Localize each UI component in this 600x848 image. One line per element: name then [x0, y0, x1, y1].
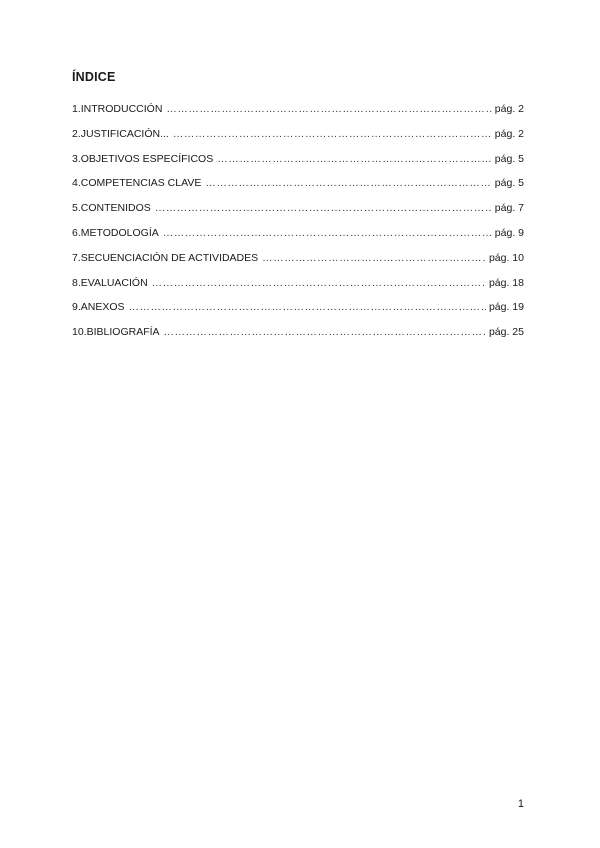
dot-leader — [164, 326, 486, 338]
dot-leader — [262, 252, 486, 264]
toc-entry-label: 7.SECUENCIACIÓN DE ACTIVIDADES — [72, 251, 259, 264]
toc-entry-metodologia — [72, 227, 524, 252]
dot-leader — [163, 227, 492, 239]
toc-entry-page: pág. 10 — [488, 251, 524, 264]
toc-list — [72, 103, 524, 351]
dot-leader — [173, 128, 492, 140]
toc-entry-label: 2.JUSTIFICACIÓN... — [72, 127, 169, 140]
dot-leader — [155, 202, 492, 214]
toc-entry-label: 6.METODOLOGÍA — [72, 226, 159, 239]
toc-title: ÍNDICE — [72, 70, 116, 84]
toc-entry-page: pág. 5 — [494, 152, 524, 165]
toc-entry-label: 5.CONTENIDOS — [72, 202, 151, 215]
toc-entry-page: pág. 18 — [488, 276, 524, 289]
toc-entry-secuenciacion — [72, 252, 524, 277]
page-number: 1 — [517, 798, 524, 810]
toc-entry-page: pág. 9 — [494, 226, 524, 239]
toc-entry-evaluacion — [72, 277, 524, 302]
dot-leader — [152, 277, 486, 289]
toc-entry-contenidos — [72, 202, 524, 227]
toc-entry-label: 10.BIBLIOGRAFÍA — [72, 326, 160, 339]
dot-leader — [129, 301, 486, 313]
toc-entry-introduccion — [72, 103, 524, 128]
dot-leader — [205, 177, 491, 189]
toc-entry-page: pág. 2 — [494, 103, 524, 115]
dot-leader — [166, 103, 491, 115]
toc-entry-competencias — [72, 177, 524, 202]
toc-entry-justificacion — [72, 128, 524, 153]
toc-entry-label: 1.INTRODUCCIÓN — [72, 103, 163, 115]
toc-entry-bibliografia — [72, 326, 524, 351]
toc-entry-page: pág. 25 — [488, 326, 524, 339]
toc-entry-label: 4.COMPETENCIAS CLAVE — [72, 177, 202, 190]
toc-entry-page: pág. 2 — [494, 127, 524, 140]
toc-entry-page: pág. 7 — [494, 202, 524, 215]
toc-entry-anexos — [72, 301, 524, 326]
toc-entry-page: pág. 19 — [488, 301, 524, 314]
toc-entry-page: pág. 5 — [494, 177, 524, 190]
toc-entry-label: 9.ANEXOS — [72, 301, 125, 314]
dot-leader — [217, 153, 492, 165]
toc-entry-label: 3.OBJETIVOS ESPECÍFICOS — [72, 152, 214, 165]
toc-entry-objetivos — [72, 153, 524, 178]
toc-entry-label: 8.EVALUACIÓN — [72, 276, 148, 289]
